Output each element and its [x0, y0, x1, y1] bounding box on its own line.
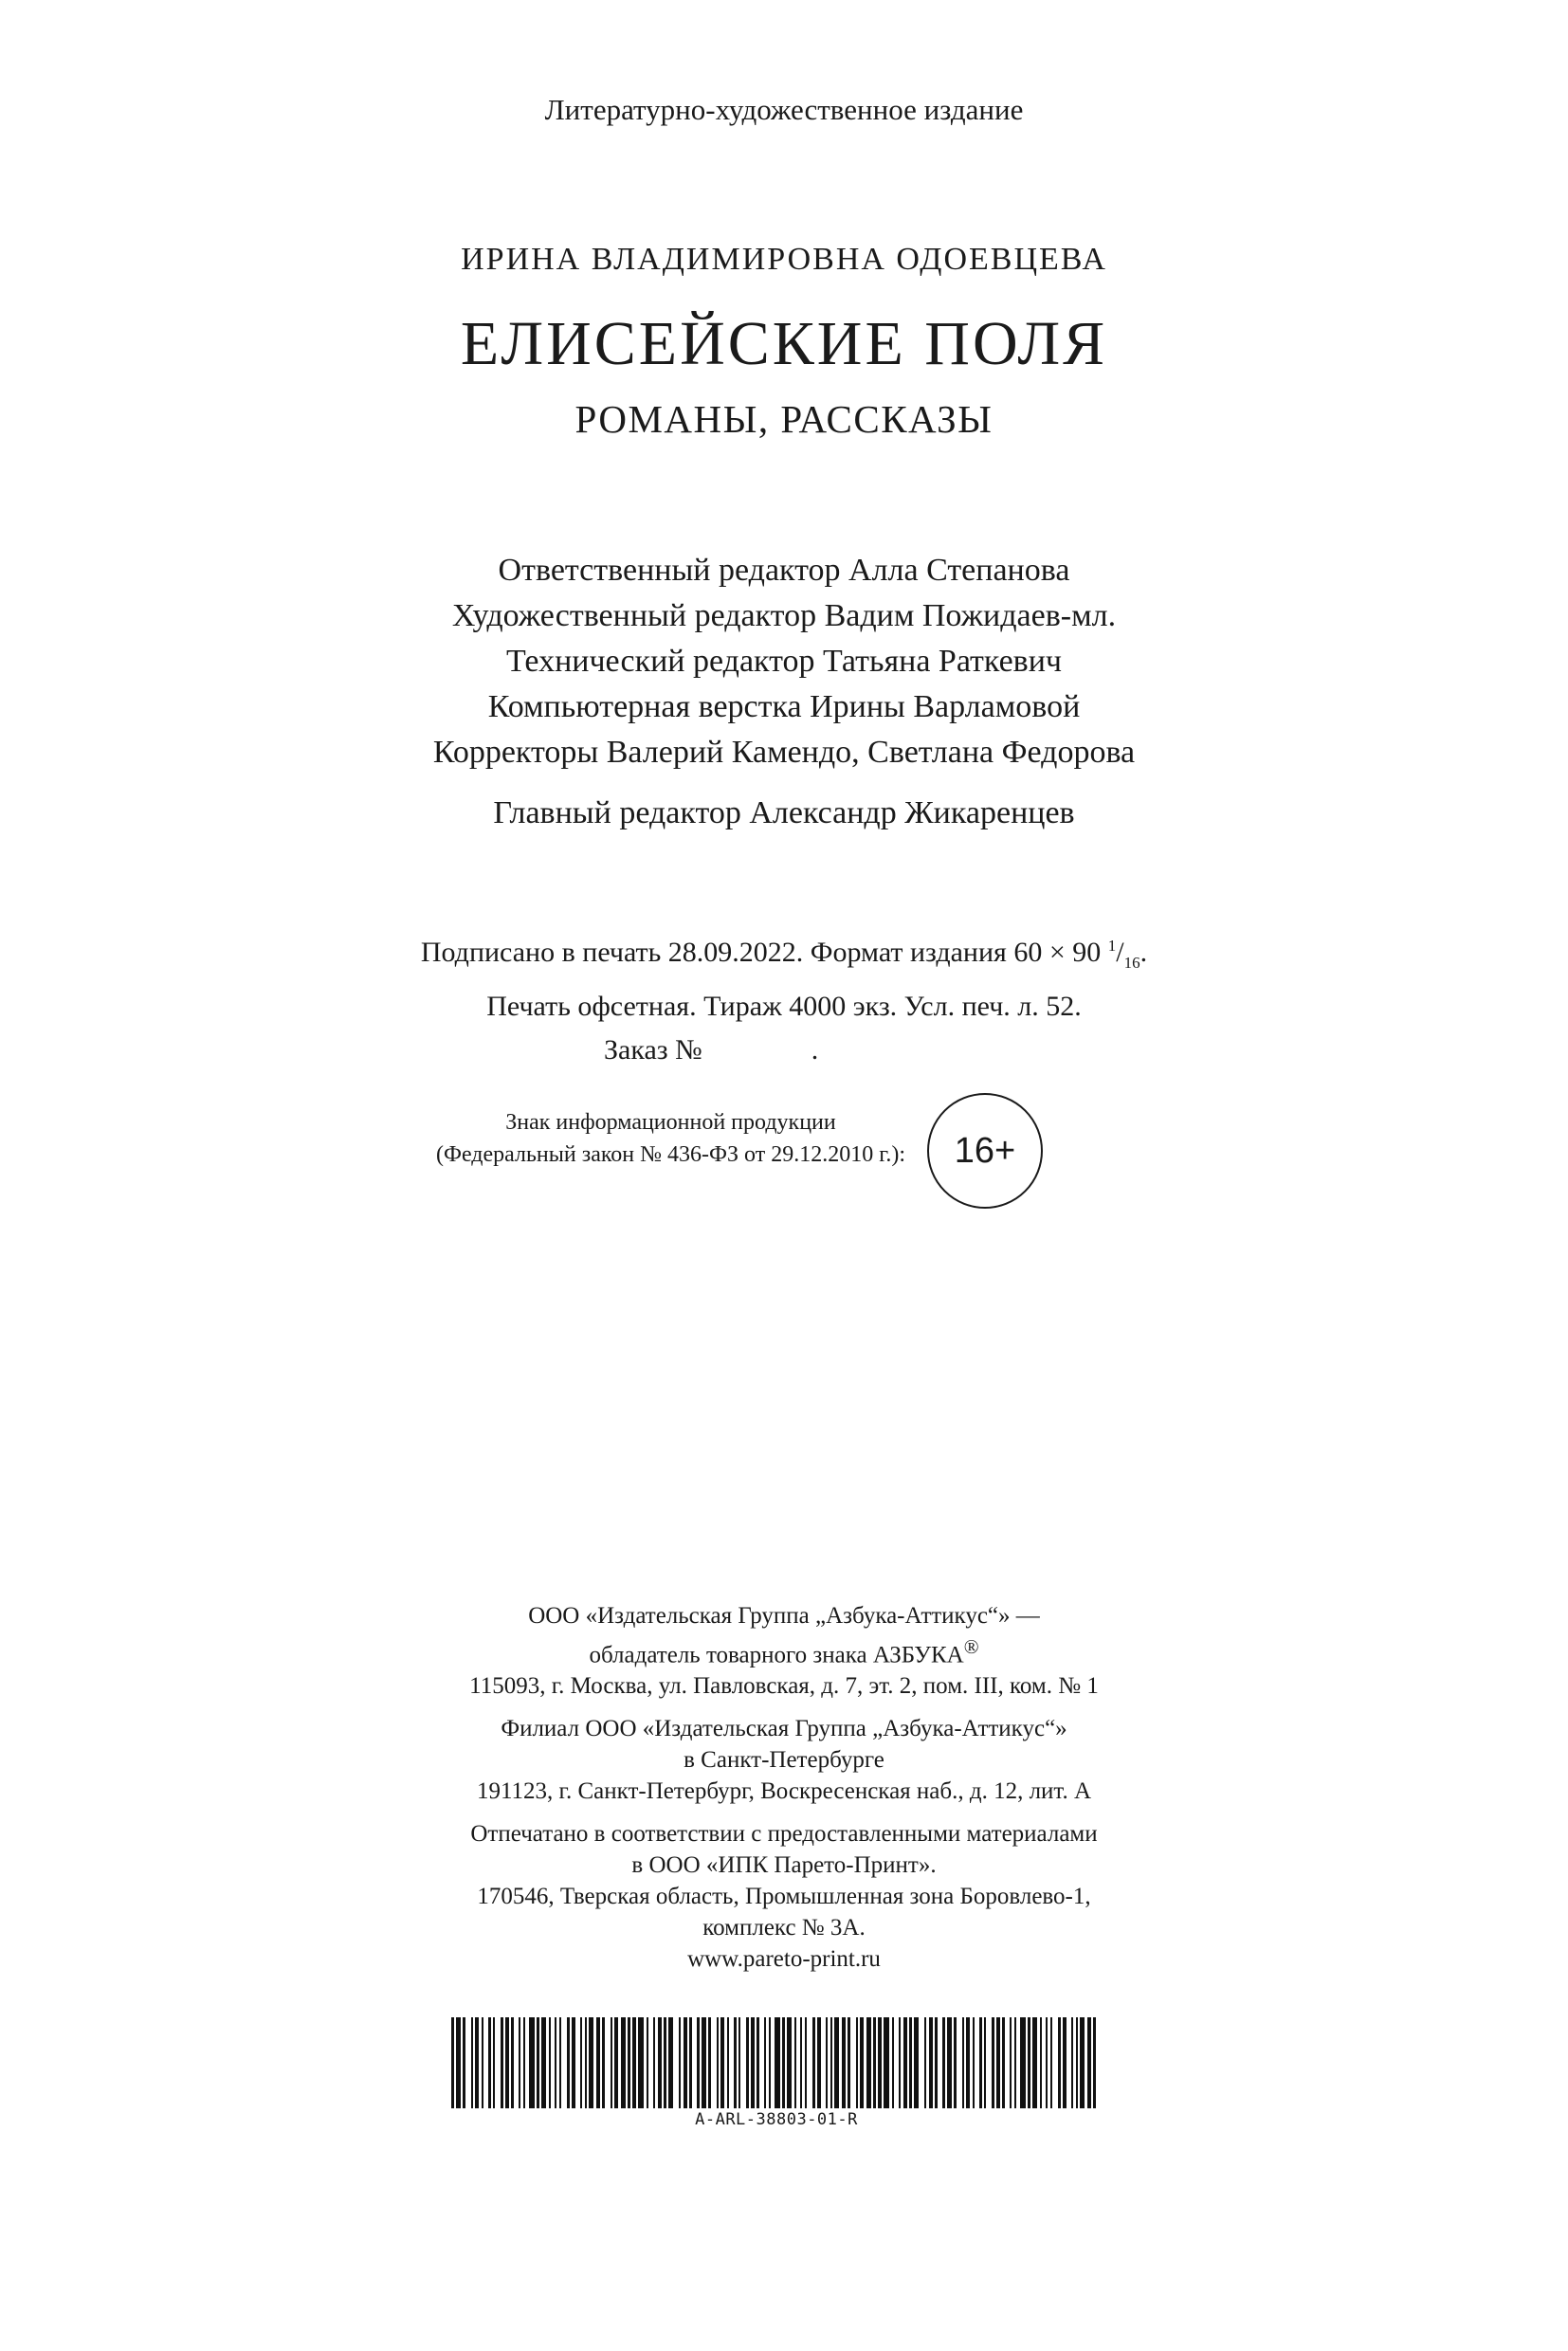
publisher-trademark-text: обладатель товарного знака АЗБУКА: [589, 1642, 964, 1668]
credit-line-art-editor: Художественный редактор Вадим Пожидаев-мл.: [451, 598, 1117, 633]
age-rating-badge: 16+: [927, 1093, 1043, 1209]
printer-url: www.pareto-print.ru: [687, 1946, 881, 1973]
order-label: Заказ №: [604, 1034, 702, 1066]
print-info-format-end: .: [1140, 937, 1148, 968]
barcode-code: A-ARL-38803-01-R: [695, 2110, 858, 2129]
age-rating-caption-line2: (Федеральный закон № 436-ФЗ от 29.12.2010 г.):: [435, 1142, 905, 1167]
age-rating-caption-line1: Знак информационной продукции: [505, 1110, 836, 1135]
printer-line-name: в ООО «ИПК Парето-Принт».: [631, 1852, 937, 1879]
print-info-block: [0, 924, 1568, 1072]
branch-line-address: 191123, г. Санкт-Петербург, Воскресенская наб., д. 12, лит. А: [476, 1778, 1092, 1805]
author-name: ИРИНА ВЛАДИМИРОВНА ОДОЕВЦЕВА: [461, 242, 1107, 277]
branch-line-city: в Санкт-Петербурге: [684, 1747, 884, 1774]
publisher-line-trademark: [0, 1631, 1568, 1670]
edition-type: Литературно-художественное издание: [544, 93, 1024, 126]
barcode: [451, 2017, 1102, 2131]
credit-line-layout: Компьютерная верстка Ирины Варламовой: [487, 689, 1081, 724]
credits-block: [0, 548, 1568, 836]
order-label-wrap: [604, 1029, 964, 1072]
branch-line-name: Филиал ООО «Издательская Группа „Азбука-Аттикус“»: [501, 1716, 1067, 1742]
credit-line-responsible-editor: Ответственный редактор Алла Степанова: [498, 553, 1070, 588]
print-info-line-run: Печать офсетная. Тираж 4000 экз. Усл. печ. л. 52.: [486, 991, 1082, 1022]
credit-line-chief-editor: Главный редактор Александр Жикаренцев: [493, 795, 1075, 830]
publisher-block: [0, 1600, 1568, 1975]
age-rating-block: [379, 1103, 1043, 1188]
print-info-format-text: Подписано в печать 28.09.2022. Формат издания 60 × 90: [420, 937, 1108, 968]
publisher-line-name: ООО «Издательская Группа „Азбука-Аттикус“» —: [528, 1603, 1040, 1629]
publisher-line-address: 115093, г. Москва, ул. Павловская, д. 7, эт. 2, пом. III, ком. № 1: [469, 1673, 1099, 1700]
credit-line-proofreaders: Корректоры Валерий Камендо, Светлана Федорова: [432, 735, 1136, 770]
age-rating-caption: [436, 1106, 905, 1171]
printer-line-materials: Отпечатано в соответствии с предоставленными материалами: [470, 1821, 1098, 1848]
credit-line-technical-editor: Технический редактор Татьяна Раткевич: [505, 644, 1063, 679]
registered-mark-icon: ®: [963, 1635, 979, 1658]
print-info-line-format: [0, 924, 1568, 985]
book-subtitle: РОМАНЫ, РАССКАЗЫ: [574, 397, 994, 441]
fraction-denominator: 16: [1123, 954, 1140, 972]
printer-line-address: 170546, Тверская область, Промышленная зона Боровлево-1,: [477, 1884, 1091, 1910]
order-end-dot: .: [811, 1034, 819, 1066]
barcode-bars-icon: [451, 2017, 1102, 2108]
format-fraction: $^1/_{16}$: [1107, 937, 1140, 972]
book-title: ЕЛИСЕЙСКИЕ ПОЛЯ: [460, 309, 1108, 378]
print-info-line-order: [0, 1029, 1568, 1072]
printer-line-complex: комплекс № 3А.: [702, 1915, 866, 1941]
fraction-numerator: 1: [1107, 937, 1117, 955]
